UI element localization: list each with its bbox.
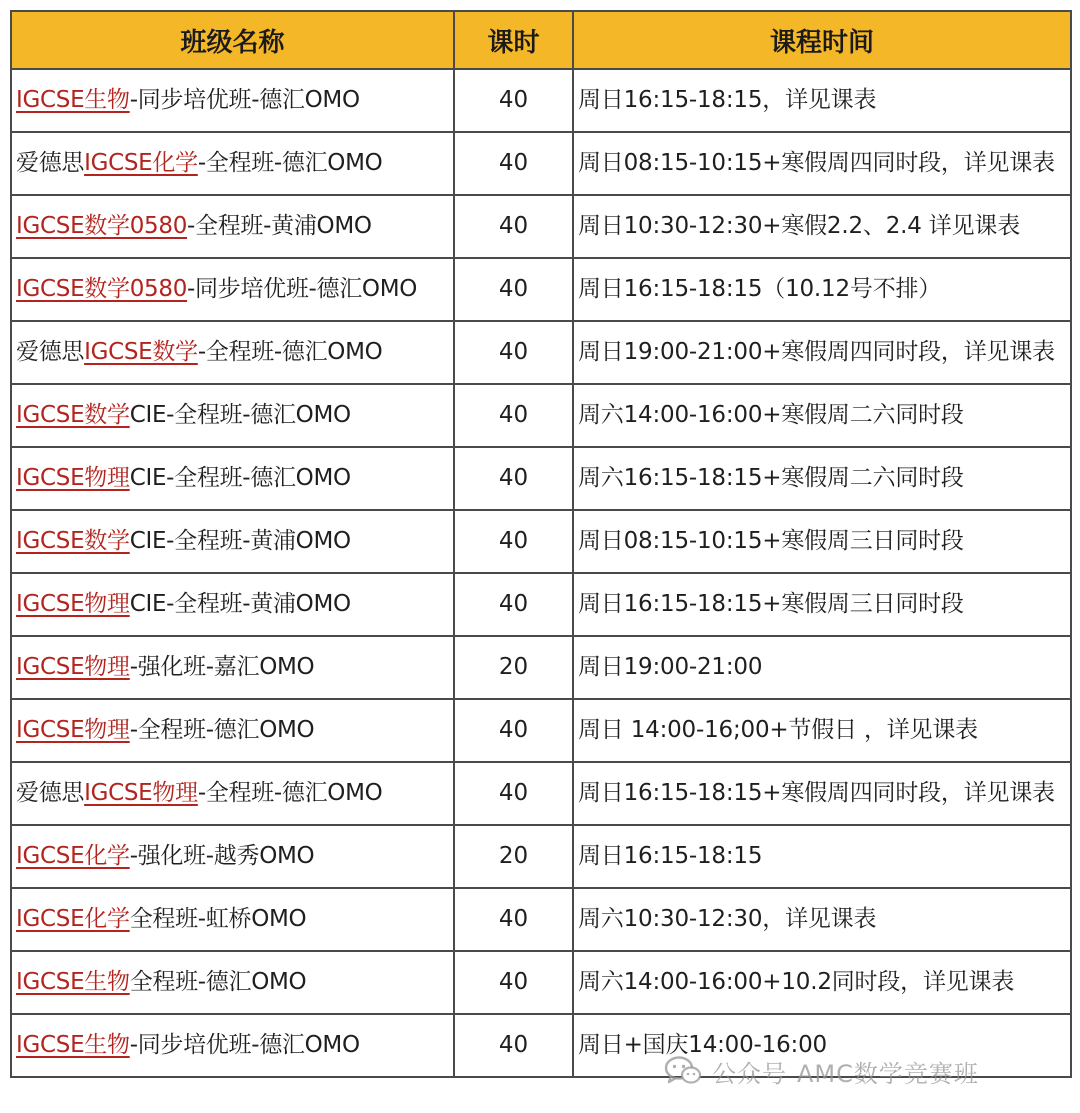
course-link[interactable]: IGCSE数学0580 (16, 213, 188, 239)
class-name-suffix: CIE-全程班-黄浦OMO (129, 591, 351, 617)
table-row (11, 195, 1071, 258)
table-row (11, 573, 1071, 636)
class-name-prefix: 爱德思 (16, 150, 85, 176)
course-link[interactable]: IGCSE化学 (84, 150, 198, 176)
hours-cell: 40 (454, 762, 573, 825)
course-link[interactable]: IGCSE生物 (16, 1032, 130, 1058)
course-time-cell: 周日19:00-21:00 (573, 636, 1071, 699)
class-name-suffix: 全程班-德汇OMO (129, 969, 307, 995)
course-time-cell: 周日08:15-10:15+寒假周四同时段，详见课表 (573, 132, 1071, 195)
hours-cell: 40 (454, 888, 573, 951)
class-name-suffix: -强化班-嘉汇OMO (129, 654, 315, 680)
course-time-cell: 周日10:30-12:30+寒假2.2、2.4 详见课表 (573, 195, 1071, 258)
class-name-cell (11, 888, 454, 951)
class-name-suffix: -同步培优班-德汇OMO (129, 1032, 360, 1058)
class-name-cell (11, 510, 454, 573)
hours-cell: 40 (454, 951, 573, 1014)
course-link[interactable]: IGCSE化学 (16, 906, 130, 932)
hours-cell: 40 (454, 699, 573, 762)
course-time-cell: 周日19:00-21:00+寒假周四同时段，详见课表 (573, 321, 1071, 384)
class-name-suffix: CIE-全程班-德汇OMO (129, 465, 351, 491)
class-name-suffix: CIE-全程班-德汇OMO (129, 402, 351, 428)
class-name-cell (11, 258, 454, 321)
class-name-cell (11, 573, 454, 636)
class-name-suffix: -同步培优班-德汇OMO (129, 87, 360, 113)
table-row (11, 258, 1071, 321)
header-hours: 课时 (454, 11, 573, 69)
hours-cell: 40 (454, 384, 573, 447)
course-link[interactable]: IGCSE化学 (16, 843, 130, 869)
class-name-suffix: -同步培优班-德汇OMO (187, 276, 418, 302)
class-name-cell (11, 69, 454, 132)
class-name-prefix: 爱德思 (16, 339, 85, 365)
course-link[interactable]: IGCSE物理 (16, 717, 130, 743)
table-row (11, 447, 1071, 510)
course-link[interactable]: IGCSE数学0580 (16, 276, 188, 302)
table-row (11, 951, 1071, 1014)
course-time-cell: 周六16:15-18:15+寒假周二六同时段 (573, 447, 1071, 510)
table-row (11, 321, 1071, 384)
course-link[interactable]: IGCSE生物 (16, 87, 130, 113)
hours-cell: 40 (454, 1014, 573, 1077)
class-name-cell (11, 447, 454, 510)
hours-cell: 40 (454, 258, 573, 321)
course-time-cell: 周日16:15-18:15 (573, 825, 1071, 888)
hours-cell: 40 (454, 69, 573, 132)
table-row (11, 132, 1071, 195)
table-row (11, 825, 1071, 888)
class-name-suffix: -全程班-德汇OMO (129, 717, 315, 743)
hours-cell: 40 (454, 510, 573, 573)
class-name-suffix: -全程班-德汇OMO (197, 339, 383, 365)
course-time-cell: 周日16:15-18:15，详见课表 (573, 69, 1071, 132)
course-time-cell: 周日16:15-18:15（10.12号不排） (573, 258, 1071, 321)
table-row (11, 510, 1071, 573)
table-header (11, 11, 1071, 69)
hours-cell: 40 (454, 195, 573, 258)
course-link[interactable]: IGCSE生物 (16, 969, 130, 995)
table-row (11, 636, 1071, 699)
hours-cell: 40 (454, 447, 573, 510)
course-link[interactable]: IGCSE物理 (16, 654, 130, 680)
class-name-cell (11, 951, 454, 1014)
class-name-cell (11, 825, 454, 888)
header-class-name: 班级名称 (11, 11, 454, 69)
course-link[interactable]: IGCSE数学 (16, 402, 130, 428)
watermark-account-name: AMC数学竞赛班 (797, 1059, 979, 1088)
course-link[interactable]: IGCSE物理 (16, 591, 130, 617)
class-name-cell (11, 132, 454, 195)
class-name-suffix: -全程班-德汇OMO (197, 780, 383, 806)
table-row (11, 699, 1071, 762)
table-row (11, 1014, 1071, 1077)
class-name-cell (11, 1014, 454, 1077)
class-name-cell (11, 195, 454, 258)
class-name-cell (11, 762, 454, 825)
course-time-cell: 周日16:15-18:15+寒假周三日同时段 (573, 573, 1071, 636)
course-time-cell: 周六14:00-16:00+10.2同时段，详见课表 (573, 951, 1071, 1014)
course-link[interactable]: IGCSE物理 (84, 780, 198, 806)
course-link[interactable]: IGCSE物理 (16, 465, 130, 491)
class-name-prefix: 爱德思 (16, 780, 85, 806)
class-name-cell (11, 321, 454, 384)
class-name-cell (11, 699, 454, 762)
header-course-time: 课程时间 (573, 11, 1071, 69)
course-time-cell: 周六10:30-12:30，详见课表 (573, 888, 1071, 951)
class-name-suffix: -全程班-德汇OMO (197, 150, 383, 176)
hours-cell: 40 (454, 132, 573, 195)
table-row (11, 762, 1071, 825)
table-row (11, 384, 1071, 447)
class-name-cell (11, 636, 454, 699)
course-time-cell: 周日08:15-10:15+寒假周三日同时段 (573, 510, 1071, 573)
header-row (11, 11, 1071, 69)
table-row (11, 69, 1071, 132)
class-name-suffix: -全程班-黄浦OMO (187, 213, 372, 239)
course-time-cell: 周日16:15-18:15+寒假周四同时段，详见课表 (573, 762, 1071, 825)
hours-cell: 40 (454, 321, 573, 384)
class-name-suffix: CIE-全程班-黄浦OMO (129, 528, 351, 554)
class-name-suffix: -强化班-越秀OMO (129, 843, 315, 869)
class-name-cell (11, 384, 454, 447)
hours-cell: 20 (454, 636, 573, 699)
table-row (11, 888, 1071, 951)
watermark-label: 公众号 (712, 1059, 787, 1088)
table-body (11, 69, 1071, 1077)
course-time-cell: 周六14:00-16:00+寒假周二六同时段 (573, 384, 1071, 447)
class-name-suffix: 全程班-虹桥OMO (129, 906, 307, 932)
course-link[interactable]: IGCSE数学 (84, 339, 198, 365)
course-link[interactable]: IGCSE数学 (16, 528, 130, 554)
course-time-cell: 周日+国庆14:00-16:00 (573, 1014, 1071, 1077)
course-time-cell: 周日 14:00-16;00+节假日 ，详见课表 (573, 699, 1071, 762)
hours-cell: 20 (454, 825, 573, 888)
course-schedule-table (10, 10, 1072, 1078)
hours-cell: 40 (454, 573, 573, 636)
